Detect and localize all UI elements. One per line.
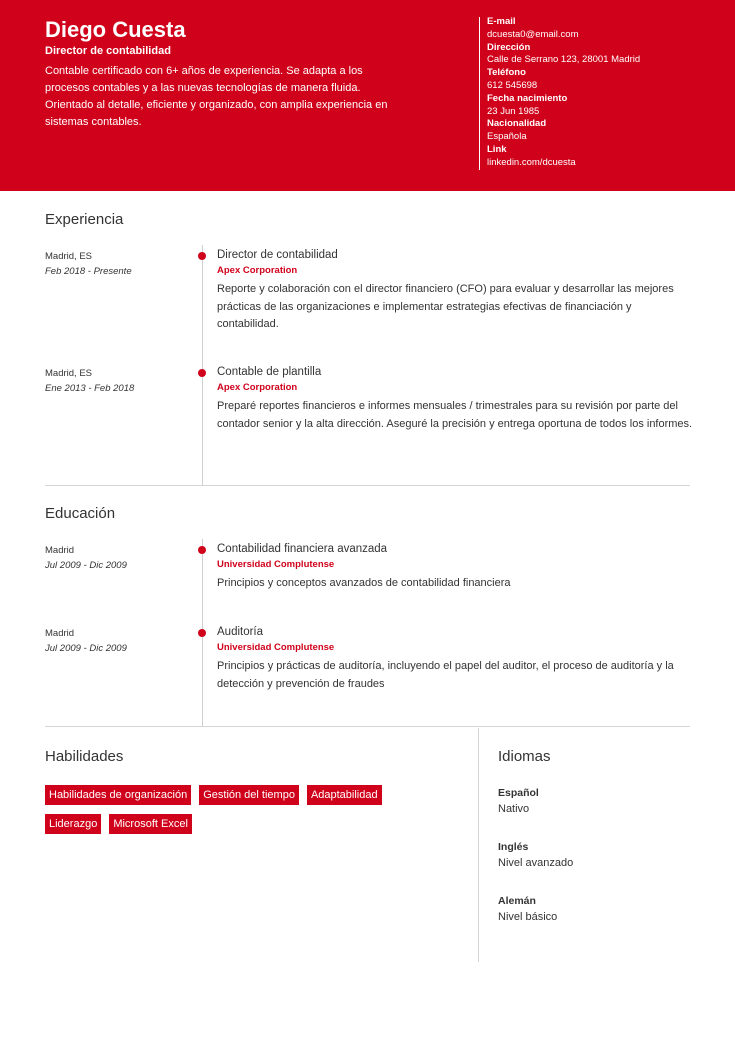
contact-value-birthdate: 23 Jun 1985: [487, 105, 540, 117]
entry-dates: Jul 2009 - Dic 2009: [45, 560, 127, 571]
timeline-dot: [198, 629, 206, 637]
contact-label-phone: Teléfono: [487, 67, 526, 79]
entry-organization: Universidad Complutense: [217, 559, 335, 570]
experience-entry: [0, 251, 735, 351]
entry-location: Madrid, ES: [45, 251, 92, 262]
entry-dates: Feb 2018 - Presente: [45, 266, 132, 277]
entry-organization: Universidad Complutense: [217, 642, 335, 653]
language-item: [498, 787, 698, 815]
entry-description: Principios y prácticas de auditoría, incluyendo el papel del auditor, el proceso de auditoría y la detección y prevención de fraudes: [217, 660, 674, 690]
section-title-experience: Experiencia: [45, 211, 124, 228]
section-title-education: Educación: [45, 505, 116, 522]
contact-label-link: Link: [487, 143, 507, 155]
language-level: Nivel básico: [498, 911, 558, 923]
skill-tag: Adaptabilidad: [307, 785, 382, 805]
language-item: [498, 841, 698, 869]
section-divider: [45, 485, 690, 486]
language-name: Español: [498, 787, 539, 799]
entry-dates: Jul 2009 - Dic 2009: [45, 643, 127, 654]
entry-description: Preparé reportes financieros e informes mensuales / trimestrales para su revisión por parte del contador senior y la alta dirección. Aseguré la precisión y entrega oportuna de todos los informes.: [217, 400, 693, 430]
language-level: Nivel avanzado: [498, 857, 574, 869]
contact-label-address: Dirección: [487, 41, 531, 53]
section-divider: [45, 726, 690, 727]
entry-location: Madrid, ES: [45, 368, 92, 379]
education-entry: [0, 628, 735, 708]
skill-tag: Gestión del tiempo: [199, 785, 299, 805]
contact-label-birthdate: Fecha nacimiento: [487, 92, 568, 104]
entry-title: Contable de plantilla: [217, 366, 322, 378]
profile-summary: Contable certificado con 6+ años de experiencia. Se adapta a los procesos contables y a las nuevas tecnologías de manera fluida. Orientado al detalle, eficiente y organizado, con amplia experiencia en sistemas contables.: [45, 65, 388, 128]
timeline-dot: [198, 546, 206, 554]
contact-info: [487, 16, 727, 170]
skill-tag: Microsoft Excel: [109, 814, 192, 834]
entry-organization: Apex Corporation: [217, 265, 298, 276]
candidate-name: Diego Cuesta: [45, 17, 186, 42]
contact-value-email: dcuesta0@email.com: [487, 28, 579, 40]
skill-tag: Liderazgo: [45, 814, 101, 834]
contact-label-nationality: Nacionalidad: [487, 118, 547, 130]
contact-value-link[interactable]: linkedin.com/dcuesta: [487, 156, 576, 168]
skill-tag: Habilidades de organización: [45, 785, 191, 805]
entry-title: Auditoría: [217, 626, 264, 638]
column-divider: [478, 728, 479, 962]
entry-organization: Apex Corporation: [217, 382, 298, 393]
entry-location: Madrid: [45, 545, 75, 556]
contact-value-nationality: Española: [487, 131, 527, 143]
timeline-dot: [198, 369, 206, 377]
contact-label-email: E-mail: [487, 16, 516, 27]
entry-title: Contabilidad financiera avanzada: [217, 543, 388, 555]
language-name: Alemán: [498, 895, 536, 907]
candidate-role: Director de contabilidad: [45, 45, 171, 57]
entry-dates: Ene 2013 - Feb 2018: [45, 383, 135, 394]
section-title-skills: Habilidades: [45, 748, 124, 765]
language-name: Inglés: [498, 841, 529, 853]
contact-value-phone: 612 545698: [487, 79, 538, 91]
section-title-languages: Idiomas: [498, 748, 551, 765]
skills-list: [45, 785, 445, 843]
timeline-dot: [198, 252, 206, 260]
entry-description: Reporte y colaboración con el director financiero (CFO) para evaluar y desarrollar las mejores prácticas de las organizaciones e implementar estrategias efectivas de financiación y contabilidad.: [217, 283, 674, 330]
entry-title: Director de contabilidad: [217, 249, 338, 261]
education-entry: [0, 545, 735, 615]
entry-location: Madrid: [45, 628, 75, 639]
contact-divider: [479, 17, 480, 170]
language-item: [498, 895, 698, 923]
contact-value-address: Calle de Serrano 123, 28001 Madrid: [487, 54, 641, 66]
resume-header: [0, 0, 735, 191]
language-level: Nativo: [498, 803, 530, 815]
experience-entry: [0, 368, 735, 468]
entry-description: Principios y conceptos avanzados de contabilidad financiera: [217, 577, 511, 589]
